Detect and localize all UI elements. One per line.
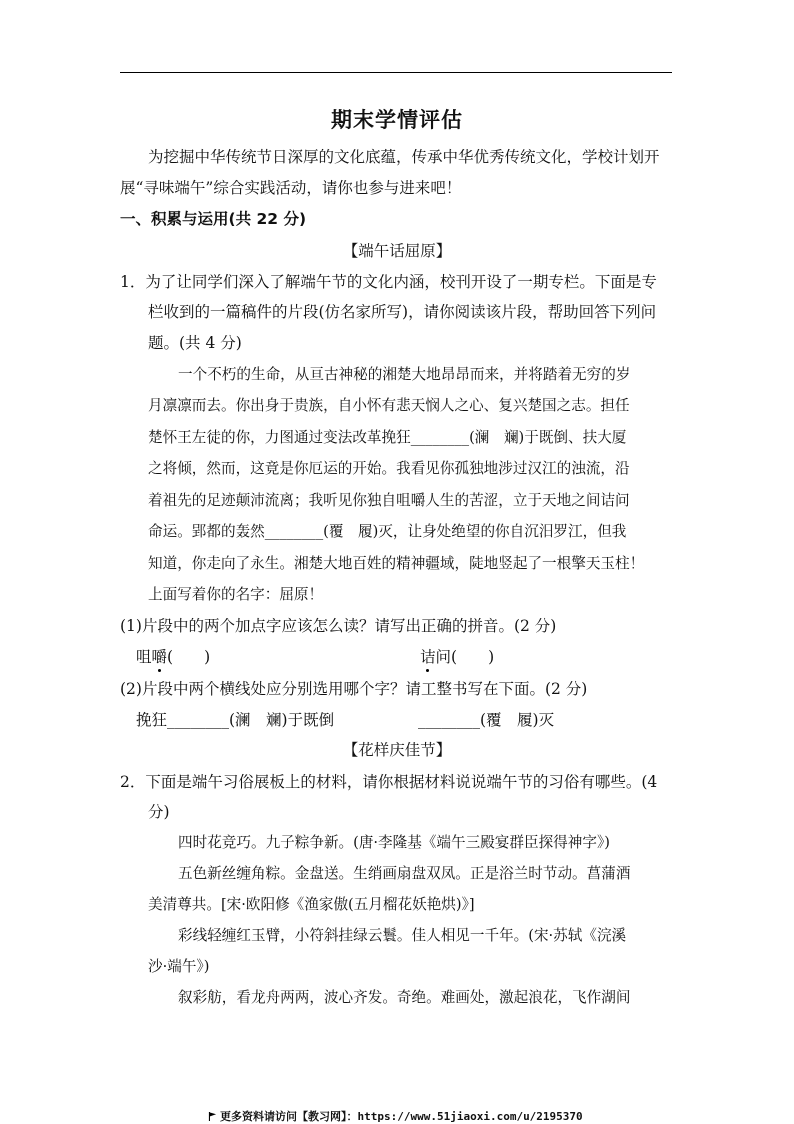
q1-1-answer-a[interactable]: 咀嚼( ) [136, 645, 210, 667]
flag-icon [208, 1112, 217, 1121]
passage-line-8: 上面写着你的名字：屈原！ [148, 586, 324, 603]
footer-link[interactable] [208, 1108, 583, 1124]
material-line-3: 美清尊共。[宋·欧阳修《渔家傲(五月榴花妖艳烘)》] [148, 896, 475, 913]
passage-line-2: 月凛凛而去。你出身于贵族，自小怀有悲天悯人之心、复兴楚国之志。担任 [148, 397, 630, 414]
material-line-2: 五色新丝缠角粽。金盘送。生绡画扇盘双凤。正是浴兰时节动。菖蒲酒 [178, 865, 631, 882]
q1-2-answer-b[interactable]: ________(覆 履)灭 [418, 711, 555, 729]
material-line-6: 叙彩舫，看龙舟两两，波心齐发。奇绝。难画处，激起浪花，飞作湖间 [178, 989, 631, 1006]
intro-line-2: 展“寻味端午”综合实践活动，请你也参与进来吧！ [120, 179, 462, 197]
q1-line-2: 栏收到的一篇稿件的片段(仿名家所写)，请你阅读该片段，帮助回答下列问 [148, 303, 657, 321]
emphasis-dot: 嚼 [152, 645, 168, 667]
passage-line-5: 着祖先的足迹颠沛流离；我听见你独自咀嚼人生的苦涩，立于天地之间诘问 [148, 492, 630, 509]
passage-line-6: 命运。郢都的轰然________(覆 履)灭，让身处绝望的你自沉汨罗江，但我 [148, 523, 627, 540]
material-line-4: 彩线轻缠红玉臂，小符斜挂绿云鬟。佳人相见一千年。(宋·苏轼《浣溪 [178, 927, 627, 944]
passage-line-3: 楚怀王左徒的你，力图通过变法改革挽狂________(澜 斓)于既倒、扶大厦 [148, 429, 627, 446]
q1-2-answer-a[interactable]: 挽狂________(澜 斓)于既倒 [136, 711, 335, 729]
material-line-5: 沙·端午》) [148, 958, 210, 975]
material-line-1: 四时花竞巧。九子粽争新。(唐·李隆基《端午三殿宴群臣探得神字》) [178, 834, 610, 851]
q1-line-3: 题。(共 4 分) [148, 334, 242, 352]
intro-line-1: 为挖掘中华传统节日深厚的文化底蕴，传承中华优秀传统文化，学校计划开 [148, 148, 660, 166]
section-heading-1: 一、积累与运用(共 22 分) [120, 210, 307, 228]
footer-text: 更多资料请访问【教习网】：https://www.51jiaoxi.com/u/2195370 [220, 1110, 583, 1123]
q1-2-prompt: (2)片段中两个横线处应分别选用哪个字？请工整书写在下面。(2 分) [120, 680, 588, 698]
passage-line-7: 知道，你走向了永生。湘楚大地百姓的精神疆域，陡地竖起了一根擎天玉柱！ [148, 555, 645, 572]
subheading-2: 【花样庆佳节】 [342, 741, 452, 759]
q2-line-2: 分) [148, 803, 170, 821]
subheading-1: 【端午话屈原】 [342, 242, 452, 260]
passage-line-1: 一个不朽的生命，从亘古神秘的湘楚大地昂昂而来，并将踏着无穷的岁 [178, 366, 631, 383]
passage-line-4: 之将倾，然而，这竟是你厄运的开始。我看见你孤独地涉过汉江的浊流，沿 [148, 460, 630, 477]
page-title: 期末学情评估 [331, 108, 463, 132]
q1-1-prompt: (1)片段中的两个加点字应该怎么读？请写出正确的拼音。(2 分) [120, 617, 557, 635]
q1-1-answer-b[interactable]: 诘问( ) [420, 645, 494, 667]
header-rule [120, 72, 672, 73]
q2-line-1: 2．下面是端午习俗展板上的材料，请你根据材料说说端午节的习俗有哪些。(4 [120, 773, 658, 791]
q1-line-1: 1．为了让同学们深入了解端午节的文化内涵，校刊开设了一期专栏。下面是专 [120, 273, 657, 291]
emphasis-dot: 诘 [420, 645, 436, 667]
